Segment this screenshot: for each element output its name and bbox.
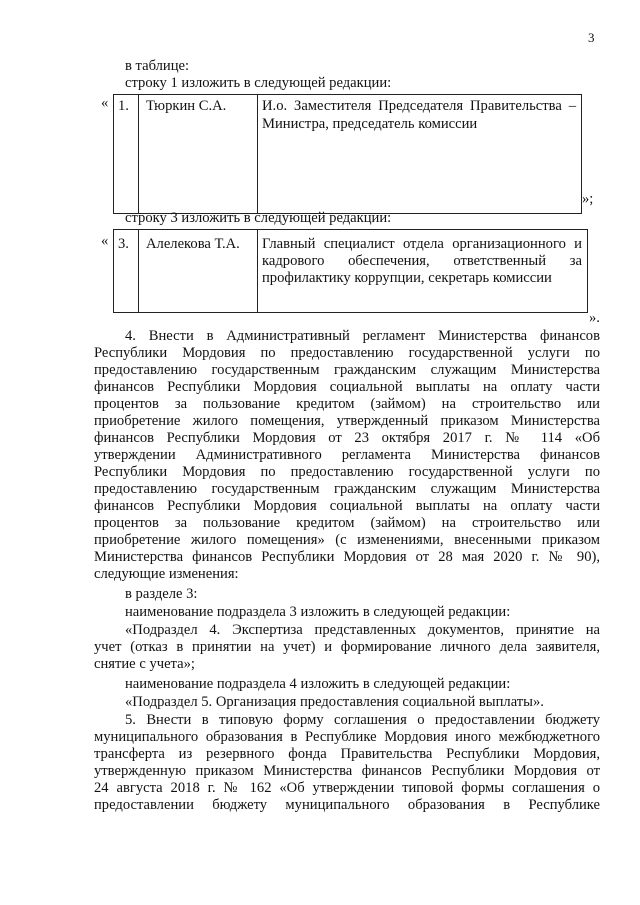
paragraph-5-line: 5. Внести в типовую форму соглашения о предоставлении бюджету bbox=[125, 712, 600, 728]
paragraph-4-line: финансов Республики Мордовия социальной выплаты на оплату части bbox=[94, 379, 600, 395]
subsection-4-line: «Подраздел 4. Экспертиза представленных документов, принятие на bbox=[125, 622, 600, 638]
member-name: Тюркин С.А. bbox=[146, 98, 227, 114]
intro-line: строку 1 изложить в следующей редакции: bbox=[125, 75, 392, 91]
member-role-line: Главный специалист отдела организационного и bbox=[262, 236, 582, 252]
member-role-line: профилактику коррупции, секретарь комиссии bbox=[262, 270, 552, 286]
column-divider bbox=[257, 95, 258, 213]
paragraph-4-line: предоставлению государственным гражданским служащим Министерства bbox=[94, 481, 600, 497]
table-row-1 bbox=[113, 94, 582, 214]
paragraph-4-line: финансов Республики Мордовия социальной выплаты на оплату части bbox=[94, 498, 600, 514]
paragraph-5-line: предоставлении бюджету муниципального образования в Республике bbox=[94, 797, 600, 813]
subsection-5-text: «Подраздел 5. Организация предоставления социальной выплаты». bbox=[125, 694, 544, 710]
member-role-line: И.о. Заместителя Председателя Правительства – bbox=[262, 98, 576, 114]
paragraph-4-line: Министерства финансов Республики Мордовия от 28 мая 2020 г. № 90), bbox=[94, 549, 600, 565]
paragraph-4-line: финансов Республики Мордовия от 23 октября 2017 г. № 114 «Об bbox=[94, 430, 600, 446]
close-quote: »; bbox=[582, 191, 594, 207]
member-role-line: кадрового обеспечения, ответственный за bbox=[262, 253, 582, 269]
paragraph-4-line: приобретение жилого помещения» (с изменениями, внесенными приказом bbox=[94, 532, 600, 548]
open-quote: « bbox=[101, 233, 109, 249]
member-name: Алелекова Т.А. bbox=[146, 236, 240, 252]
paragraph-5-line: 24 августа 2018 г. № 162 «Об утверждении типовой формы соглашения о bbox=[94, 780, 600, 796]
subsection-5-intro: наименование подраздела 4 изложить в следующей редакции: bbox=[125, 676, 511, 692]
paragraph-4-line: процентов за пользование кредитом (займом) на строительство или bbox=[94, 396, 600, 412]
column-divider bbox=[138, 95, 139, 213]
column-divider bbox=[138, 230, 139, 312]
table-row-3 bbox=[113, 229, 588, 313]
open-quote: « bbox=[101, 95, 109, 111]
paragraph-4-line: следующие изменения: bbox=[94, 566, 239, 582]
row3-intro: строку 3 изложить в следующей редакции: bbox=[125, 210, 392, 226]
section-line: наименование подраздела 3 изложить в следующей редакции: bbox=[125, 604, 511, 620]
section-line: в разделе 3: bbox=[125, 586, 198, 602]
paragraph-4-line: Республики Мордовия по предоставлению государственной услуги по bbox=[94, 345, 600, 361]
paragraph-4-line: Республики Мордовия по предоставлению государственной услуги по bbox=[94, 464, 600, 480]
page-number: 3 bbox=[588, 30, 595, 45]
close-quote: ». bbox=[589, 310, 600, 326]
paragraph-4-line: процентов за пользование кредитом (займом) на строительство или bbox=[94, 515, 600, 531]
paragraph-4-line: предоставлению государственным гражданским служащим Министерства bbox=[94, 362, 600, 378]
paragraph-5-line: муниципального образования в Республике Мордовия иного межбюджетного bbox=[94, 729, 600, 745]
member-role-line: Министра, председатель комиссии bbox=[262, 116, 478, 132]
paragraph-5-line: трансферта из резервного фонда Правительства Республики Мордовия, bbox=[94, 746, 600, 762]
paragraph-4-line: приобретение жилого помещения, утвержденный приказом Министерства bbox=[94, 413, 600, 429]
row-number: 1. bbox=[118, 98, 129, 114]
column-divider bbox=[257, 230, 258, 312]
intro-line: в таблице: bbox=[125, 58, 190, 74]
paragraph-5-line: утвержденную приказом Министерства финансов Республики Мордовия от bbox=[94, 763, 600, 779]
subsection-4-line: снятие с учета»; bbox=[94, 656, 195, 672]
paragraph-4-line: утверждении Административного регламента Министерства финансов bbox=[94, 447, 600, 463]
paragraph-4-line: 4. Внести в Административный регламент Министерства финансов bbox=[125, 328, 600, 344]
row-number: 3. bbox=[118, 236, 129, 252]
subsection-4-line: учет (отказ в принятии на учет) и формирование личного дела заявителя, bbox=[94, 639, 600, 655]
